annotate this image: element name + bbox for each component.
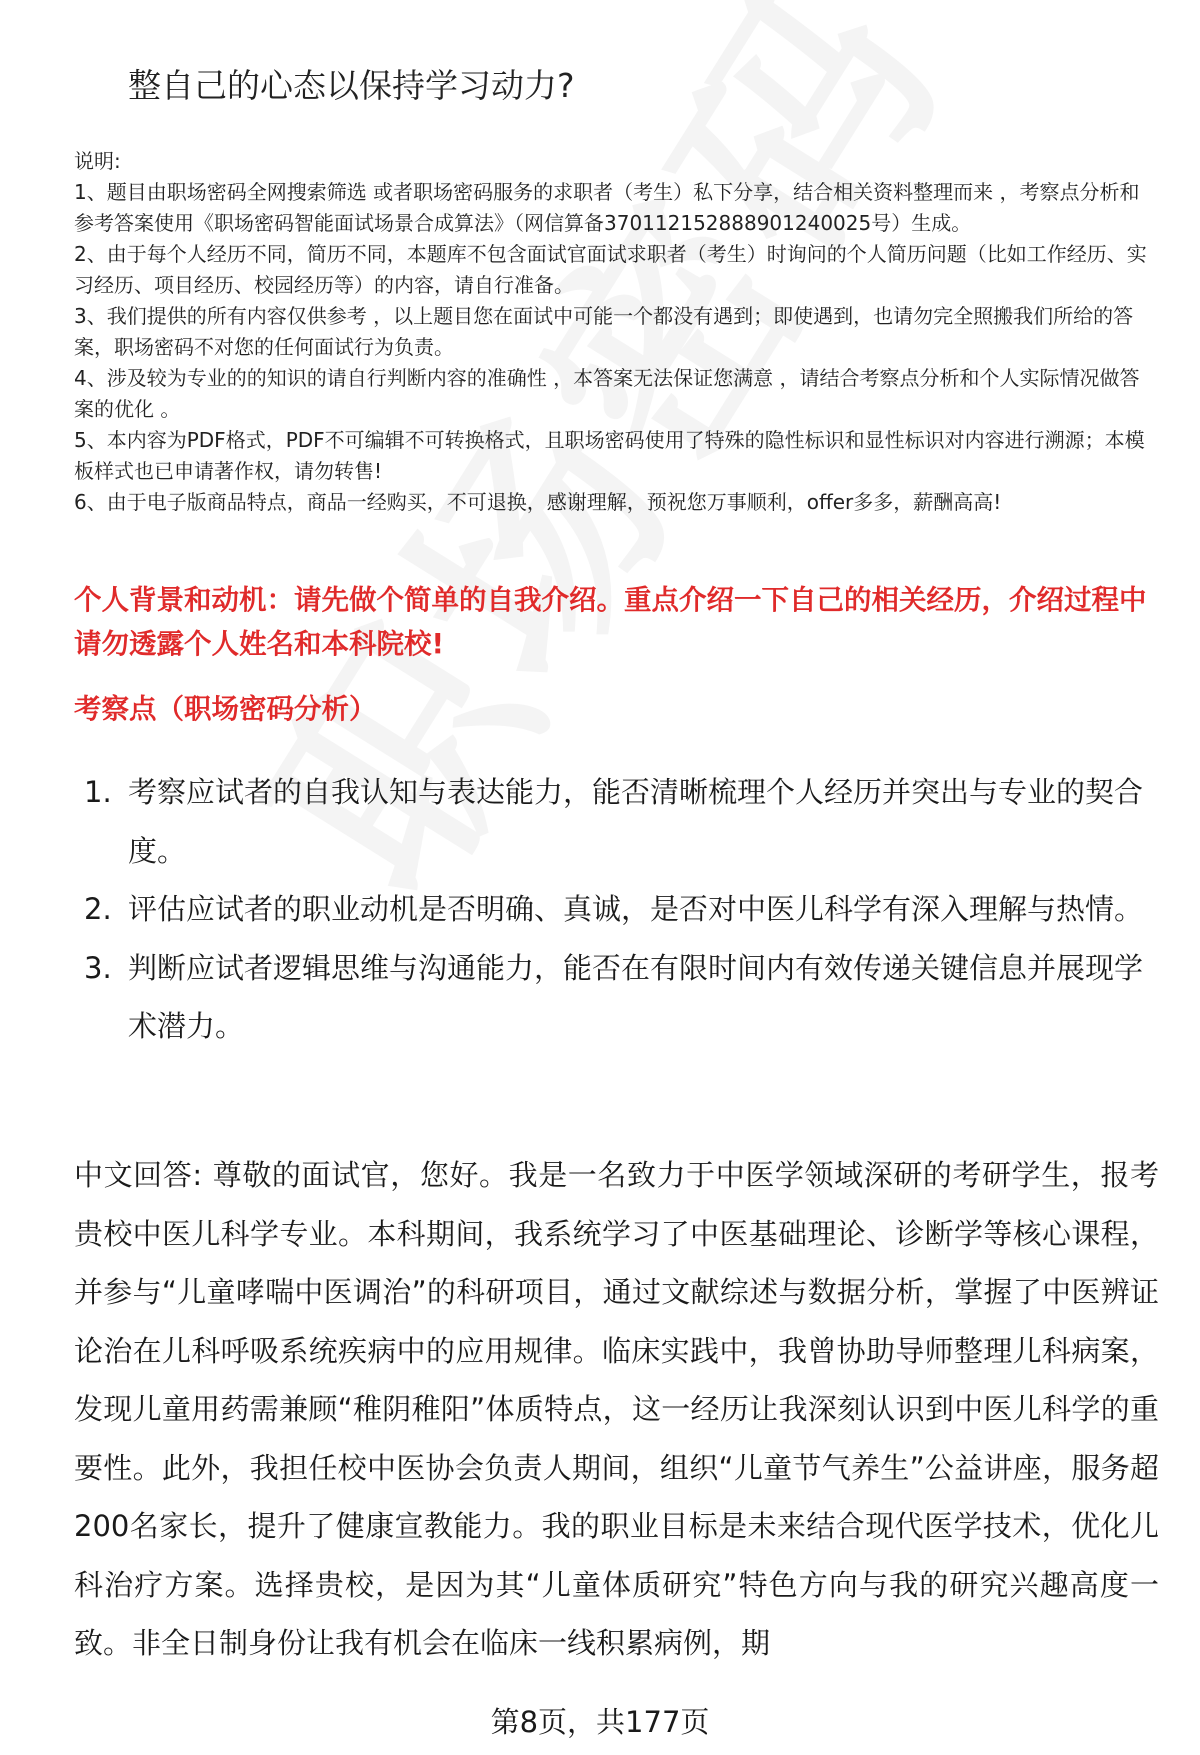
analysis-points-list	[74, 763, 1159, 1056]
answer-text: 尊敬的面试官，您好。我是一名致力于中医学领域深研的考研学生，报考贵校中医儿科学专业。本科期间，我系统学习了中医基础理论、诊断学等核心课程，并参与“儿童哮喘中医调治”的科研项目，通过文献综述与数据分析，掌握了中医辨证论治在儿科呼吸系统疾病中的应用规律。临床实践中，我曾协助导师整理儿科病案，发现儿童用药需兼顾“稚阴稚阳”体质特点，这一经历让我深刻认识到中医儿科学的重要性。此外，我担任校中医协会负责人期间，组织“儿童节气养生”公益讲座，服务超200名家长，提升了健康宣教能力。我的职业目标是未来结合现代医学技术，优化儿科治疗方案。选择贵校，是因为其“儿童体质研究”特色方向与我的研究兴趣高度一致。非全日制身份让我有机会在临床一线积累病例，期	[74, 1158, 1159, 1660]
page-number: 第8页，共177页	[490, 1705, 710, 1739]
note-item: 5、本内容为PDF格式，PDF不可编辑不可转换格式，且职场密码使用了特殊的隐性标识和显性标识对内容进行溯源；本模板样式也已申请著作权，请勿转售!	[74, 428, 1145, 483]
note-item: 3、我们提供的所有内容仅供参考 ，以上题目您在面试中可能一个都没有遇到；即使遇到，也请勿完全照搬我们所给的答案，职场密码不对您的任何面试行为负责。	[74, 304, 1134, 359]
point-number: 3.	[84, 950, 112, 985]
note-item: 1、题目由职场密码全网搜索筛选 或者职场密码服务的求职者（考生）私下分享，结合相关资料整理而来 ，考察点分析和参考答案使用《职场密码智能面试场景合成算法》（网信算备370112152888901240025号）生成。	[74, 180, 1140, 235]
note-item: 2、由于每个人经历不同，简历不同，本题库不包含面试官面试求职者（考生）时询问的个人简历问题（比如工作经历、实习经历、项目经历、校园经历等）的内容，请自行准备。	[74, 242, 1147, 297]
question-continuation: 整自己的心态以保持学习动力?	[128, 66, 575, 105]
note-item: 4、涉及较为专业的的知识的请自行判断内容的准确性 ，本答案无法保证您满意 ，请结合考察点分析和个人实际情况做答案的优化 。	[74, 366, 1140, 421]
analysis-point	[74, 880, 1159, 939]
point-text: 考察应试者的自我认知与表达能力，能否清晰梳理个人经历并突出与专业的契合度。	[128, 775, 1144, 868]
note-item: 6、由于电子版商品特点，商品一经购买，不可退换，感谢理解，预祝您万事顺利，offer多多，薪酬高高!	[74, 490, 1002, 514]
answer-label: 中文回答:	[74, 1158, 203, 1192]
point-text: 评估应试者的职业动机是否明确、真诚，是否对中医儿科学有深入理解与热情。	[128, 892, 1144, 926]
point-text: 判断应试者逻辑思维与沟通能力，能否在有限时间内有效传递关键信息并展现学术潜力。	[128, 950, 1144, 1043]
notes-section	[74, 146, 1159, 518]
answer-paragraph	[74, 1146, 1159, 1673]
notes-title: 说明:	[74, 149, 121, 173]
question-heading: 个人背景和动机：请先做个简单的自我介绍。重点介绍一下自己的相关经历，介绍过程中请勿透露个人姓名和本科院校!	[74, 584, 1147, 660]
point-number: 1.	[84, 775, 112, 809]
analysis-heading: 考察点（职场密码分析）	[74, 693, 377, 725]
analysis-point	[74, 763, 1159, 880]
point-number: 2.	[84, 892, 112, 926]
analysis-point	[74, 939, 1159, 1056]
